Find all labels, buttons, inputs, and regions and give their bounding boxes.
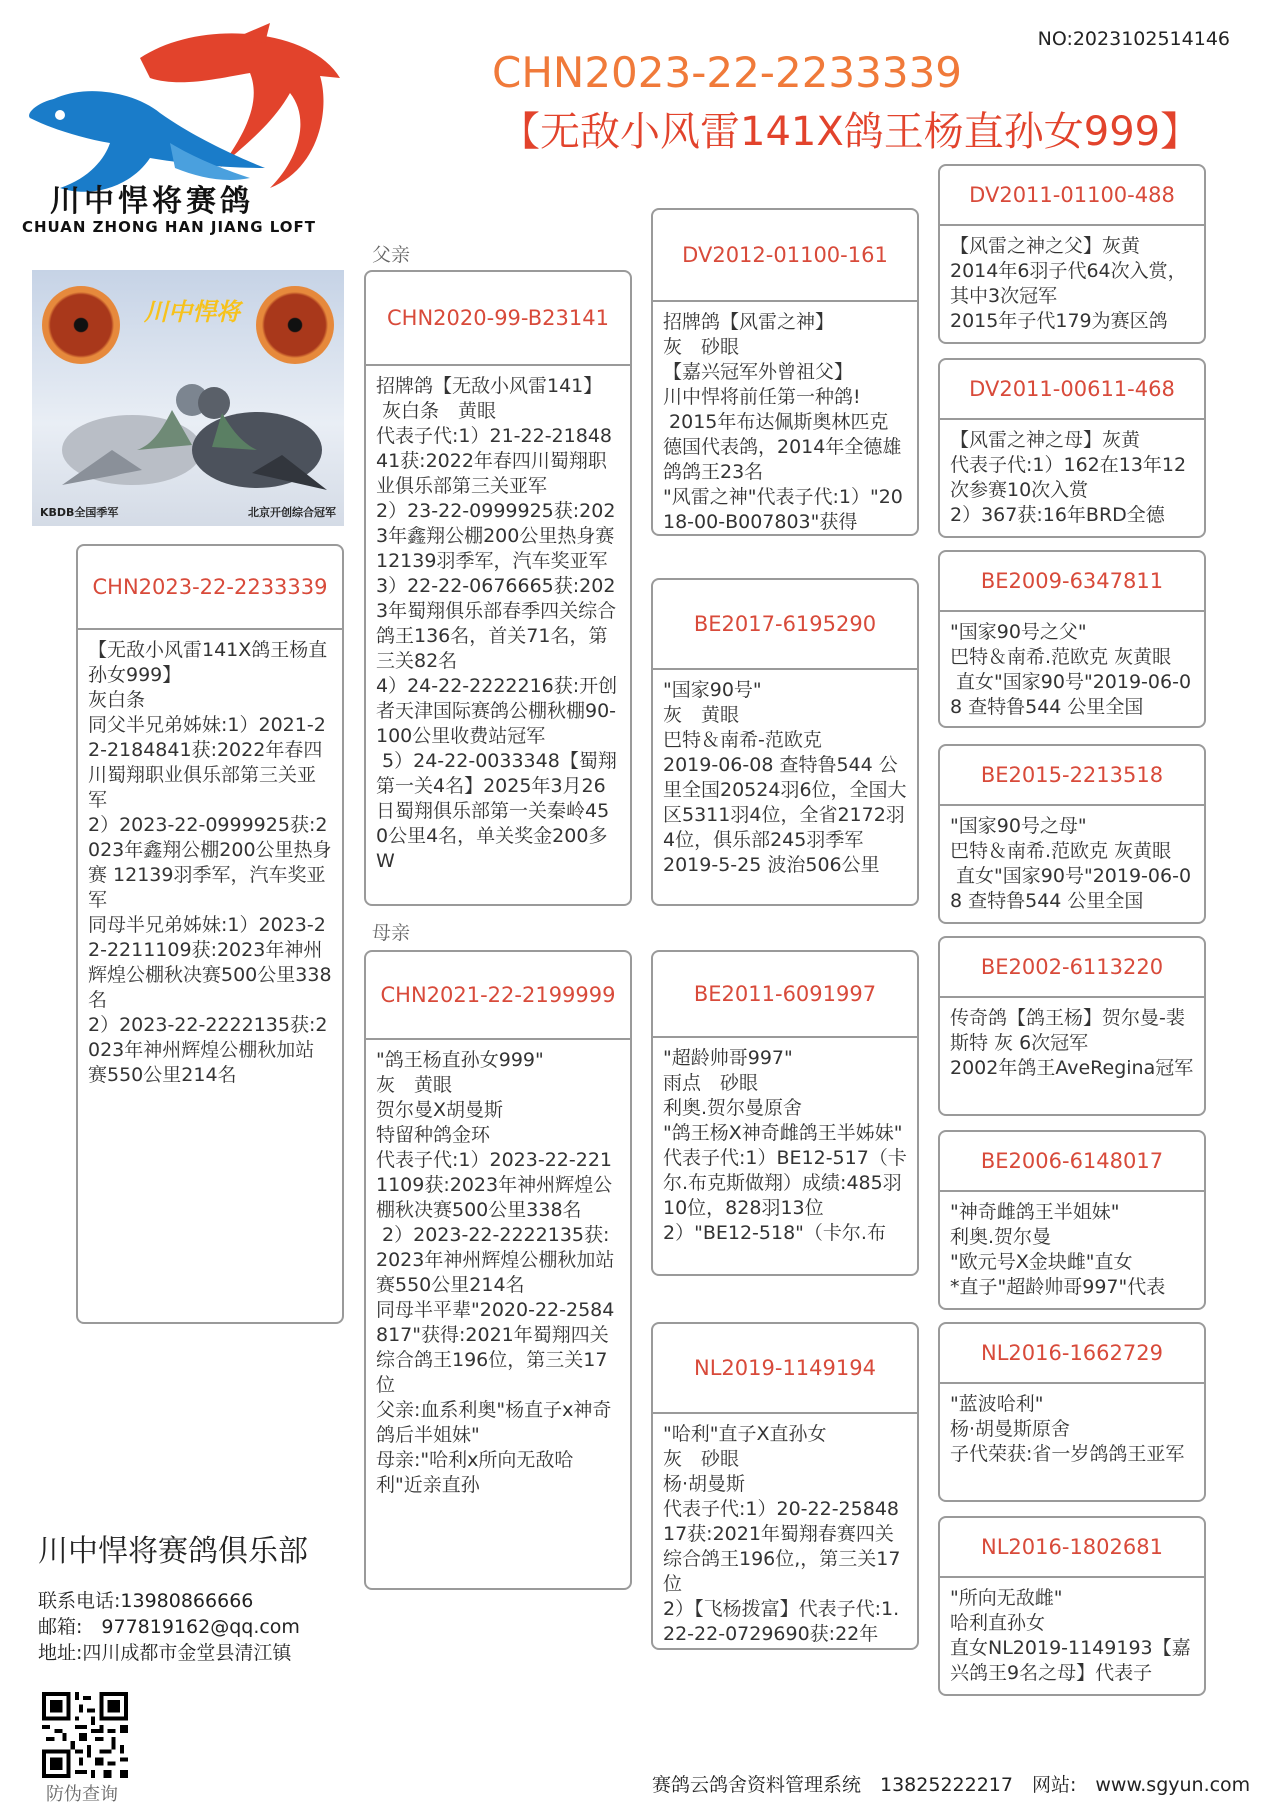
photo-brand: 川中悍将 <box>144 298 240 326</box>
mff-text: 传奇鸽【鸽王杨】贺尔曼-裴斯特 灰 6次冠军 2002年鸽王AveRegina冠军 <box>950 1007 1194 1079</box>
mother-text: "鸽王杨直孙女999" 灰 黄眼 贺尔曼X胡曼斯 特留种鸽金环 代表子代:1）2023-22-2211109获:2023年神州辉煌公棚秋决赛500公里338名 2）2023-22-2222135获:2023年神州辉煌公棚秋加站赛550公里214名 同母半平辈"2020-22-2584817"获得:2021年蜀翔四关综合鸽王196位，第三关17位 父亲:血系利奥"杨直子x神奇鸽后半姐妹" 母亲:"哈利x所向无敌哈利"近亲直孙 <box>376 1049 615 1496</box>
footer-text: 赛鸽云鸽舍资料管理系统 13825222217 网站: www.sgyun.com <box>652 1774 1251 1796</box>
photo-caption-left: KBDB全国季军 <box>40 506 119 519</box>
club-name: 川中悍将赛鸽俱乐部 <box>38 1534 308 1569</box>
mfm-card <box>938 1130 1206 1310</box>
pigeon-photo <box>32 270 344 526</box>
document-number: NO:2023102514146 <box>1037 28 1230 50</box>
fmf-text: "国家90号之父" 巴特＆南希.范欧克 灰黄眼 直女"国家90号"2019-06-08 查特鲁544 公里全国 <box>950 621 1192 718</box>
title-name: 【无敌小风雷141X鸽王杨直孙女999】 <box>500 109 1201 155</box>
fff-ring: DV2011-01100-488 <box>940 166 1204 226</box>
title-ring: CHN2023-22-2233339 <box>492 48 963 97</box>
ffm-text: 【风雷之神之母】灰黄 代表子代:1）162在13年12次参赛10次入赏 2）367获:16年BRD全德 <box>950 429 1187 526</box>
mmf-text: "蓝波哈利" 杨·胡曼斯原舍 子代荣获:省一岁鸽鸽王亚军 <box>950 1393 1185 1465</box>
club-phone: 联系电话:13980866666 <box>38 1590 254 1612</box>
mother-label: 母亲 <box>372 922 411 944</box>
fm-card <box>651 578 919 906</box>
mmf-ring: NL2016-1662729 <box>940 1324 1204 1384</box>
mm-card <box>651 1322 919 1650</box>
logo-en-text: CHUAN ZHONG HAN JIANG LOFT <box>22 218 316 236</box>
mother-ring: CHN2021-22-2199999 <box>366 952 630 1040</box>
mmf-card <box>938 1322 1206 1502</box>
ff-ring: DV2012-01100-161 <box>653 210 917 302</box>
subject-text: 【无敌小风雷141X鸽王杨直孙女999】 灰白条 同父半兄弟姊妹:1）2021-22-2184841获:2022年春四川蜀翔职业俱乐部第三关亚军 2）2023-22-0999925获:2023年鑫翔公棚200公里热身赛 12139羽季军，汽车奖亚军 同母半兄弟姊妹:1）2023-22-2211109获:2023年神州辉煌公棚秋决赛500公里338名 2）2023-22-2222135获:2023年神州辉煌公棚秋加站赛550公里214名 <box>88 639 332 1086</box>
mf-card <box>651 950 919 1276</box>
mf-ring: BE2011-6091997 <box>653 952 917 1038</box>
club-email: 邮箱: 977819162@qq.com <box>38 1616 300 1638</box>
mff-ring: BE2002-6113220 <box>940 938 1204 998</box>
logo <box>20 18 370 258</box>
right-eye-icon <box>256 286 334 364</box>
mmm-text: "所向无敌雌" 哈利直孙女 直女NL2019-1149193【嘉兴鸽王9名之母】代表子 <box>950 1587 1191 1684</box>
left-eye-icon <box>42 286 120 364</box>
fmm-text: "国家90号之母" 巴特＆南希.范欧克 灰黄眼 直女"国家90号"2019-06-08 查特鲁544 公里全国 <box>950 815 1192 912</box>
father-label: 父亲 <box>372 244 411 266</box>
fff-card <box>938 164 1206 344</box>
pigeons-icon <box>52 355 332 505</box>
fmf-ring: BE2009-6347811 <box>940 552 1204 612</box>
mm-ring: NL2019-1149194 <box>653 1324 917 1414</box>
ffm-card <box>938 358 1206 538</box>
fmm-card <box>938 744 1206 924</box>
mfm-ring: BE2006-6148017 <box>940 1132 1204 1192</box>
mother-card <box>364 950 632 1590</box>
photo-caption-right: 北京开创综合冠军 <box>248 506 336 519</box>
mmm-ring: NL2016-1802681 <box>940 1518 1204 1578</box>
logo-cn-text: 川中悍将赛鸽 <box>50 184 254 219</box>
mff-card <box>938 936 1206 1116</box>
subject-ring: CHN2023-22-2233339 <box>78 546 342 630</box>
fm-text: "国家90号" 灰 黄眼 巴特＆南希-范欧克 2019-06-08 查特鲁544 公里全国20524羽6位，全国大区5311羽4位，全省2172羽4位，俱乐部245羽季军 2019-5-25 波治506公里 <box>663 679 907 876</box>
fff-text: 【风雷之神之父】灰黄 2014年6羽子代64次入赏，其中3次冠军 2015年子代179为赛区鸽 <box>950 235 1187 332</box>
ffm-ring: DV2011-00611-468 <box>940 360 1204 420</box>
club-address: 地址:四川成都市金堂县清江镇 <box>38 1642 292 1664</box>
father-ring: CHN2020-99-B23141 <box>366 272 630 366</box>
mfm-text: "神奇雌鸽王半姐妹" 利奥.贺尔曼 "欧元号X金块雌"直女 *直子"超龄帅哥997"代表 <box>950 1201 1166 1298</box>
subject-card <box>76 544 344 1324</box>
qr-label: 防伪查询 <box>46 1784 118 1805</box>
fm-ring: BE2017-6195290 <box>653 580 917 670</box>
fmm-ring: BE2015-2213518 <box>940 746 1204 806</box>
father-text: 招牌鸽【无敌小风雷141】 灰白条 黄眼 代表子代:1）21-22-2184841获:2022年春四川蜀翔职业俱乐部第三关亚军 2）23-22-0999925获:2023年鑫翔公棚200公里热身赛 12139羽季军，汽车奖亚军 3）22-22-0676665获:2023年蜀翔俱乐部春季四关综合鸽王136名，首关71名，第三关82名 4）24-22-2222216获:开创者天津国际赛鸽公棚秋棚90-100公里收费站冠军 5）24-22-0033348【蜀翔第一关4名】2025年3月26日蜀翔俱乐部第一关秦岭450公里4名，单关奖金200多W <box>376 375 618 872</box>
mm-text: "哈利"直子X直孙女 灰 砂眼 杨·胡曼斯 代表子代:1）20-22-2584817获:2021年蜀翔春赛四关综合鸽王196位,，第三关17位 2）【飞杨拨富】代表子代:1.22-22-0729690获:22年 <box>663 1423 901 1645</box>
mf-text: "超龄帅哥997" 雨点 砂眼 利奥.贺尔曼原舍 "鸽王杨X神奇雌鸽王半姊妹" 代表子代:1）BE12-517（卡尔.布克斯做翔）成绩:485羽10位，828羽13位 2）"BE12-518"（卡尔.布 <box>663 1047 907 1244</box>
ff-card <box>651 208 919 536</box>
mmm-card <box>938 1516 1206 1696</box>
qr-code-icon[interactable] <box>42 1692 128 1778</box>
father-card <box>364 270 632 906</box>
fmf-card <box>938 550 1206 728</box>
ff-text: 招牌鸽【风雷之神】 灰 砂眼 【嘉兴冠军外曾祖父】 川中悍将前任第一种鸽! 2015年布达佩斯奥林匹克德国代表鸽，2014年全德雄鸽鸽王23名 "风雷之神"代表子代:1）"2018-00-B007803"获得 <box>663 311 903 533</box>
